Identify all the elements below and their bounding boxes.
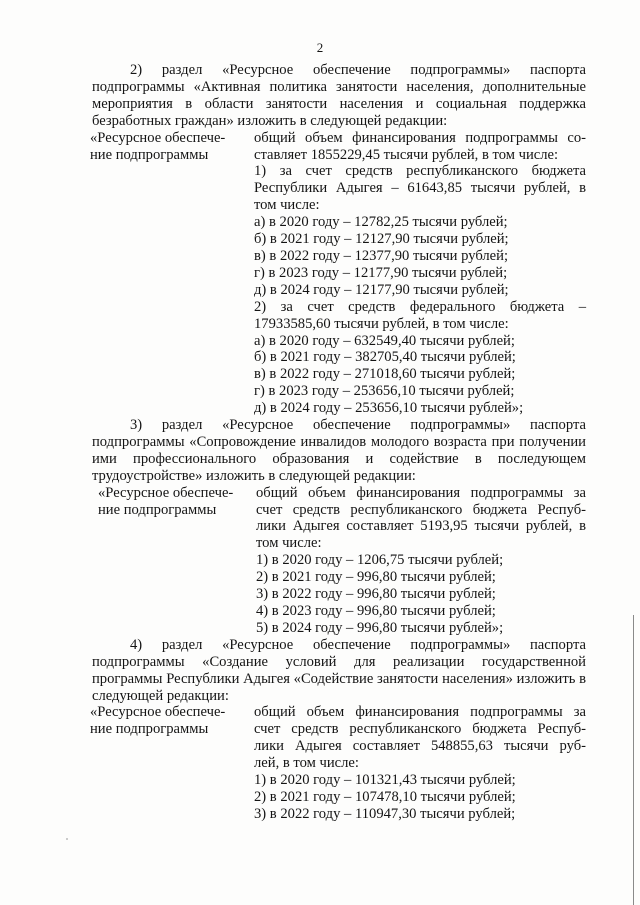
item3-line: 4) в 2023 году – 996,80 тысячи рублей; — [256, 603, 496, 619]
item2-line: б) в 2021 году – 382705,40 тысячи рублей; — [254, 349, 516, 366]
item4-label-line: ние подпрограммы — [90, 721, 209, 738]
item4-label — [90, 704, 254, 822]
item2-line: общий объем финансирования подпрограммы со- — [254, 129, 586, 146]
item2-line: а) в 2020 году – 632549,40 тысячи рублей; — [254, 332, 515, 349]
item3-label — [92, 485, 256, 637]
item2-line: ставляет 1855229,45 тысячи рублей, в том числе: — [254, 146, 559, 163]
item2-line: том числе: — [254, 197, 320, 214]
item3-line: том числе: — [256, 535, 322, 552]
item4-paragraph: 4) раздел «Ресурсное обеспечение подпрограммы» паспорта подпрограммы «Создание условий для реализации государственной программы Республики Адыгея «Содействие занятости населения» изложить в следующей редакции: — [92, 636, 586, 704]
item3-line: 5) в 2024 году – 996,80 тысячи рублей»; — [256, 619, 504, 636]
item2-line: Республики Адыгея – 61643,85 тысячи рублей, в — [254, 180, 586, 197]
item3-line: лики Адыгея составляет 5193,95 тысячи рублей, в — [256, 518, 586, 535]
item3-line: 2) в 2021 году – 996,80 тысячи рублей; — [256, 569, 496, 586]
item4-line: счет средств республиканского бюджета Респуб- — [254, 721, 586, 738]
item3-label-line: ние подпрограммы — [98, 501, 217, 518]
item3-line: счет средств республиканского бюджета Респуб- — [256, 501, 586, 518]
item2-label-line: ние подпрограммы — [90, 146, 209, 163]
item2-line: д) в 2024 году – 12177,90 тысячи рублей; — [254, 281, 509, 298]
item2-line: а) в 2020 году – 12782,25 тысячи рублей; — [254, 214, 508, 231]
item4-resource-table — [92, 704, 586, 822]
item3-paragraph: 3) раздел «Ресурсное обеспечение подпрограммы» паспорта подпрограммы «Сопровождение инвалидов молодого возраста при получении ими профессионального образования и содействие в последующем трудоустройстве» изложить в следующей редакции: — [92, 417, 586, 484]
item2-line: 2) за счет средств федерального бюджета – — [254, 298, 586, 315]
item3-label-line: «Ресурсное обеспече- — [98, 484, 234, 501]
item3-line: общий объем финансирования подпрограммы за — [256, 484, 586, 501]
item4-line: 2) в 2021 году – 107478,10 тысячи рублей; — [254, 788, 516, 805]
item3-line: 1) в 2020 году – 1206,75 тысячи рублей; — [256, 552, 504, 569]
scan-edge-line — [633, 615, 634, 905]
item4-label-line: «Ресурсное обеспече- — [90, 704, 226, 721]
item2-resource-table — [92, 130, 586, 417]
item3-funding-text — [256, 485, 586, 637]
item2-funding-text — [254, 130, 586, 417]
item4-funding-text — [254, 704, 586, 822]
item4-line: 3) в 2022 году – 110947,30 тысячи рублей; — [254, 805, 516, 822]
item3-resource-table — [92, 485, 586, 637]
item2-line: г) в 2023 году – 12177,90 тысячи рублей; — [254, 264, 508, 281]
item3-line: 3) в 2022 году – 996,80 тысячи рублей; — [256, 586, 496, 603]
scan-speck — [66, 838, 68, 840]
item2-paragraph: 2) раздел «Ресурсное обеспечение подпрограммы» паспорта подпрограммы «Активная политика занятости населения, дополнительные мероприятия в области занятости населения и социальная поддержка безработных граждан» изложить в следующей редакции: — [92, 62, 586, 129]
item4-line: лей, в том числе: — [254, 755, 359, 772]
item2-line: г) в 2023 году – 253656,10 тысячи рублей; — [254, 383, 515, 400]
document-body — [92, 62, 586, 823]
item4-line: общий объем финансирования подпрограммы за — [254, 704, 586, 721]
item4-line: 1) в 2020 году – 101321,43 тысячи рублей; — [254, 772, 516, 789]
item2-line: б) в 2021 году – 12127,90 тысячи рублей; — [254, 231, 509, 248]
item2-line: в) в 2022 году – 271018,60 тысячи рублей; — [254, 366, 516, 383]
item2-line: в) в 2022 году – 12377,90 тысячи рублей; — [254, 247, 509, 264]
page-number: 2 — [316, 40, 324, 55]
item2-line: 17933585,60 тысячи рублей, в том числе: — [254, 315, 509, 332]
item4-line: лики Адыгея составляет 548855,63 тысячи руб- — [254, 738, 586, 755]
item2-line: д) в 2024 году – 253656,10 тысячи рублей»; — [254, 400, 524, 417]
item2-line: 1) за счет средств республиканского бюджета — [254, 163, 586, 180]
item2-label — [90, 130, 254, 417]
item2-label-line: «Ресурсное обеспече- — [90, 129, 226, 146]
